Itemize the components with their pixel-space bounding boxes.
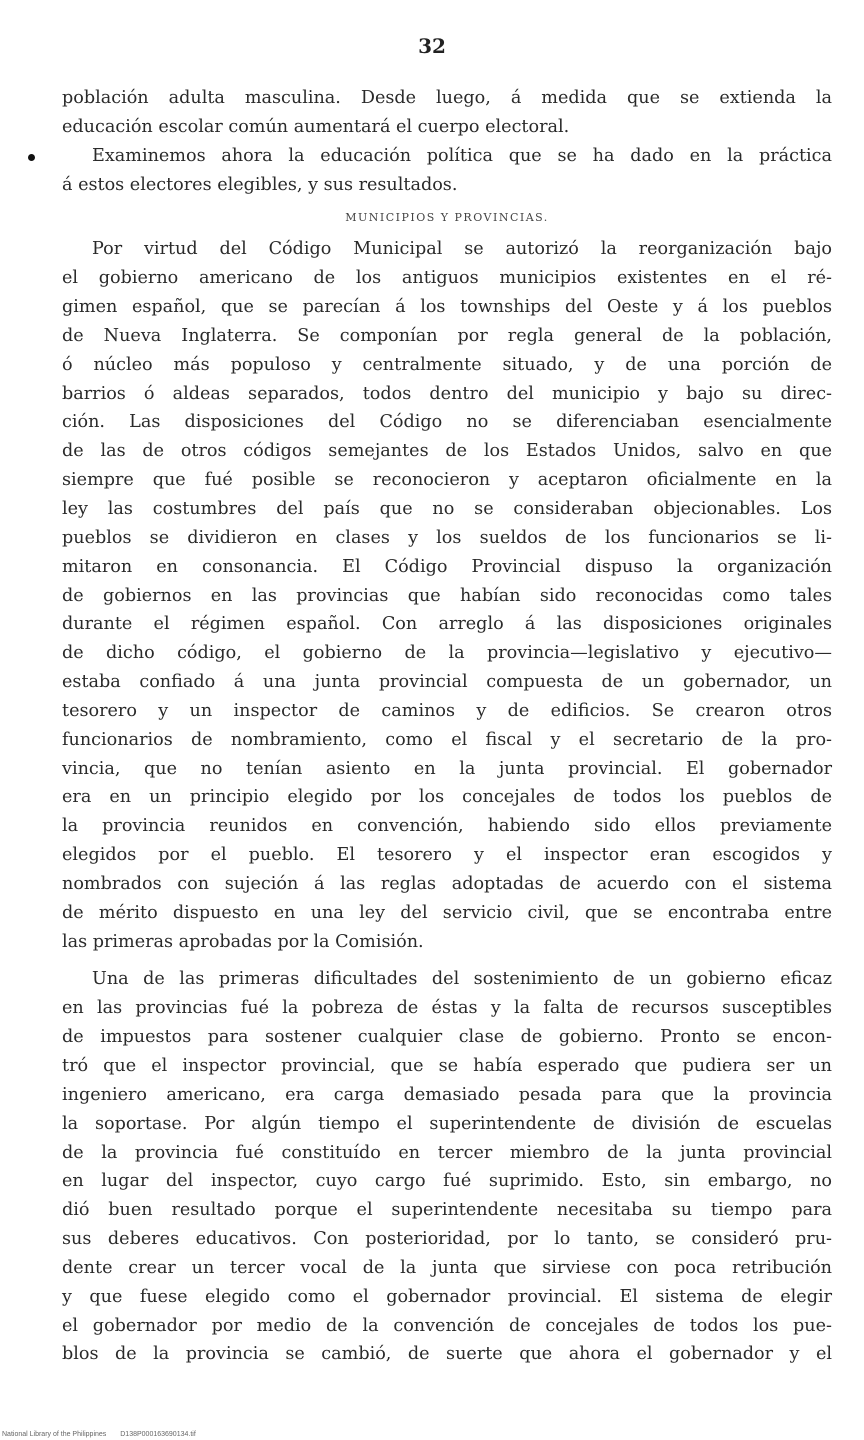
- text-line: dió buen resultado porque el superintendente necesitaba su tiempo para: [62, 1200, 832, 1221]
- text-line: barrios ó aldeas separados, todos dentro del municipio y bajo su direc-: [62, 383, 832, 404]
- text-line: era en un principio elegido por los concejales de todos los pueblos de: [62, 787, 832, 808]
- text-line: ó núcleo más populoso y centralmente situado, y de una porción de: [62, 354, 832, 375]
- text-line: de las de otros códigos semejantes de los Estados Unidos, salvo en que: [62, 441, 832, 462]
- text-line: de la provincia fué constituído en tercer miembro de la junta provincial: [62, 1142, 832, 1163]
- text-line: de impuestos para sostener cualquier clase de gobierno. Pronto se encon-: [62, 1027, 832, 1048]
- text-line: las primeras aprobadas por la Comisión.: [62, 931, 424, 952]
- paragraph-examinemos: [62, 142, 832, 200]
- text-line: sus deberes educativos. Con posterioridad, por lo tanto, se consideró pru-: [62, 1229, 832, 1250]
- text-line: Por virtud del Código Municipal se autorizó la reorganización bajo: [92, 239, 832, 260]
- paragraph: [62, 965, 832, 1369]
- text-line: de gobiernos en las provincias que habían sido reconocidas como tales: [62, 585, 832, 606]
- text-line: de mérito dispuesto en una ley del servicio civil, que se encontraba entre: [62, 902, 832, 923]
- text-line: pueblos se dividieron en clases y los sueldos de los funcionarios se li-: [62, 527, 832, 548]
- text-line: á estos electores elegibles, y sus resultados.: [62, 174, 458, 195]
- text-line: Examinemos ahora la educación política que se ha dado en la práctica: [92, 145, 832, 166]
- text-line: la soportase. Por algún tiempo el superintendente de división de escuelas: [62, 1113, 832, 1134]
- text-line: población adulta masculina. Desde luego, á medida que se extienda la: [62, 88, 832, 108]
- text-line: ción. Las disposiciones del Código no se diferenciaban esencialmente: [62, 412, 832, 433]
- text-line: funcionarios de nombramiento, como el fiscal y el secretario de la pro-: [62, 729, 832, 750]
- text-line: siempre que fué posible se reconocieron y aceptaron oficialmente en la: [62, 470, 832, 491]
- text-line: tró que el inspector provincial, que se había esperado que pudiera ser un: [62, 1056, 832, 1076]
- text-line: en lugar del inspector, cuyo cargo fué suprimido. Esto, sin embargo, no: [62, 1171, 832, 1192]
- text-line: en las provincias fué la pobreza de éstas y la falta de recursos susceptibles: [62, 998, 832, 1019]
- text-line: vincia, que no tenían asiento en la junta provincial. El gobernador: [62, 758, 832, 779]
- text-line: durante el régimen español. Con arreglo á las disposiciones originales: [62, 614, 832, 635]
- text-line: el gobierno americano de los antiguos municipios existentes en el ré-: [62, 268, 832, 289]
- text-line: mitaron en consonancia. El Código Provincial dispuso la organización: [62, 556, 832, 577]
- text-line: tesorero y un inspector de caminos y de edificios. Se crearon otros: [62, 700, 832, 721]
- text-line: nombrados con sujeción á las reglas adoptadas de acuerdo con el sistema: [62, 873, 832, 894]
- paragraph: [62, 235, 832, 956]
- text-line: blos de la provincia se cambió, de suerte que ahora el gobernador y el: [62, 1344, 832, 1365]
- text-line: educación escolar común aumentará el cuerpo electoral.: [62, 116, 570, 137]
- text-line: estaba confiado á una junta provincial compuesta de un gobernador, un: [62, 672, 832, 693]
- text-line: la provincia reunidos en convención, habiendo sido ellos previamente: [62, 816, 832, 837]
- text-line: de Nueva Inglaterra. Se componían por regla general de la población,: [62, 325, 832, 346]
- text-line: elegidos por el pueblo. El tesorero y el inspector eran escogidos y: [62, 845, 832, 866]
- body-text: [62, 84, 832, 1369]
- text-line: y que fuese elegido como el gobernador provincial. El sistema de elegir: [62, 1286, 832, 1307]
- footer-code: D138P000163690134.tif: [120, 1431, 196, 1438]
- main-paragraphs: [62, 235, 832, 1369]
- text-line: de dicho código, el gobierno de la provincia—legislativo y ejecutivo—: [62, 643, 832, 664]
- margin-dot-mark: [28, 154, 35, 161]
- text-line: el gobernador por medio de la convención de concejales de todos los pue-: [62, 1315, 832, 1336]
- text-line: gimen español, que se parecían á los townships del Oeste y á los pueblos: [62, 297, 832, 318]
- paragraph-intro: [62, 84, 832, 142]
- paragraph-gap: [62, 956, 832, 965]
- scan-footer: [2, 1431, 208, 1438]
- text-line: ley las costumbres del país que no se consideraban objecionables. Los: [62, 498, 832, 519]
- text-line: dente crear un tercer vocal de la junta que sirviese con poca retribución: [62, 1257, 832, 1278]
- footer-library: National Library of the Philippines: [2, 1431, 107, 1438]
- text-line: Una de las primeras dificultades del sostenimiento de un gobierno eficaz: [92, 969, 832, 990]
- page-number: 32: [418, 34, 446, 58]
- section-heading: MUNICIPIOS Y PROVINCIAS.: [345, 211, 549, 225]
- text-line: ingeniero americano, era carga demasiado pesada para que la provincia: [62, 1084, 832, 1105]
